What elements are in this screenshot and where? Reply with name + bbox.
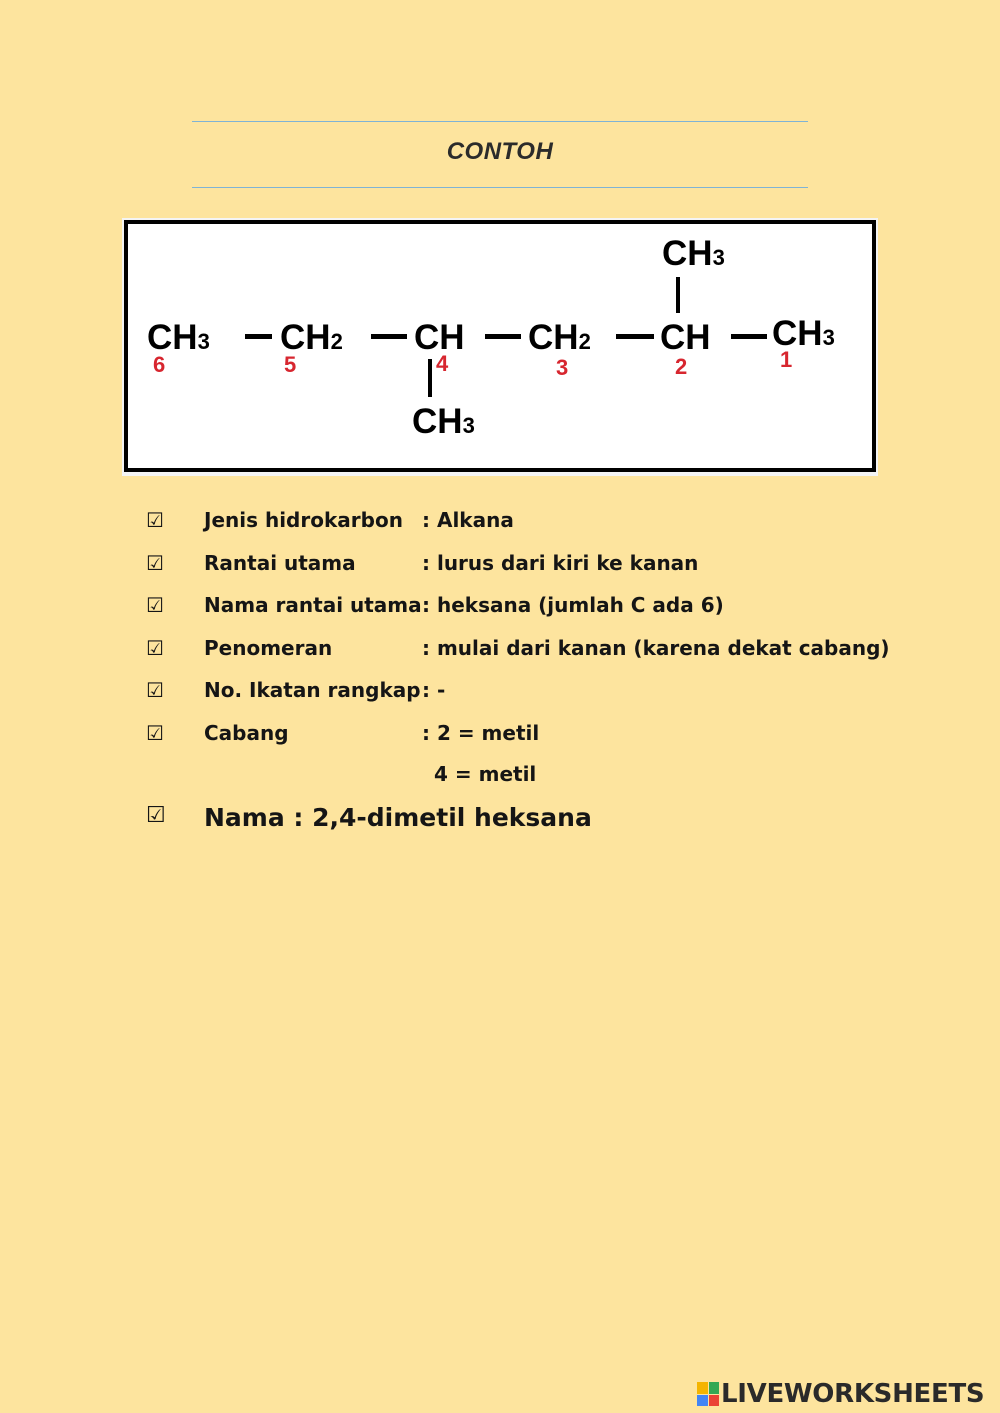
branch-methyl-top: CH3 [662, 234, 725, 273]
liveworksheets-logo-icon [697, 1382, 719, 1406]
bond-6-5 [245, 334, 272, 339]
structure-figure-frame [124, 220, 876, 472]
logo-square [709, 1395, 720, 1407]
item-label: Jenis hidrokarbon [204, 508, 403, 532]
liveworksheets-logo [697, 1379, 984, 1409]
page-title: CONTOH [446, 138, 554, 165]
item-value: : mulai dari kanan (karena dekat cabang) [422, 636, 890, 660]
branch-methyl-bottom: CH3 [412, 402, 475, 441]
checkbox-icon: ☑ [146, 721, 164, 745]
item-label: No. Ikatan rangkap [204, 678, 421, 702]
bond-branch-bottom [428, 359, 432, 397]
list-item-continuation [0, 762, 1000, 792]
item-label: Penomeran [204, 636, 333, 660]
item-label: Rantai utama [204, 551, 356, 575]
list-item [0, 636, 1000, 666]
list-item [0, 508, 1000, 538]
item-value: : 2 = metil [422, 721, 540, 745]
carbon-number-4: 4 [436, 351, 449, 376]
compound-name [0, 803, 1000, 837]
logo-square [697, 1382, 708, 1394]
bond-2-1 [731, 334, 767, 339]
logo-square [697, 1395, 708, 1407]
chain-group-c4: CH [414, 318, 465, 357]
bond-5-4 [371, 334, 407, 339]
structure-figure [122, 218, 878, 476]
liveworksheets-brand-text: LIVEWORKSHEETS [721, 1379, 985, 1409]
carbon-number-6: 6 [153, 352, 166, 377]
checkbox-icon: ☑ [146, 551, 164, 575]
carbon-number-1: 1 [780, 347, 793, 372]
item-label: Cabang [204, 721, 289, 745]
bond-4-3 [485, 334, 521, 339]
carbon-number-3: 3 [556, 355, 569, 380]
carbon-number-5: 5 [284, 352, 297, 377]
checkbox-icon: ☑ [146, 678, 164, 702]
item-value: : heksana (jumlah C ada 6) [422, 593, 724, 617]
item-value-extra: 4 = metil [434, 762, 537, 786]
chain-group-c1: CH3 [772, 314, 835, 353]
chain-group-c6: CH3 [147, 318, 210, 357]
bond-3-2 [616, 334, 654, 339]
item-value: : lurus dari kiri ke kanan [422, 551, 699, 575]
chain-group-c2: CH [660, 318, 711, 357]
list-item [0, 721, 1000, 751]
checkbox-icon: ☑ [146, 508, 164, 532]
item-label: Nama rantai utama [204, 593, 422, 617]
item-value: : Alkana [422, 508, 514, 532]
list-item [0, 678, 1000, 708]
compound-name-text: Nama : 2,4-dimetil heksana [204, 803, 592, 832]
chain-group-c3: CH2 [528, 318, 591, 357]
title-bottom-rule [192, 187, 808, 188]
bond-branch-top [676, 277, 680, 313]
checkbox-icon: ☑ [146, 593, 164, 617]
logo-square [709, 1382, 720, 1394]
title-top-rule [192, 121, 808, 122]
chain-group-c5: CH2 [280, 318, 343, 357]
list-item [0, 593, 1000, 623]
item-value: : - [422, 678, 446, 702]
checkbox-icon: ☑ [146, 803, 166, 828]
carbon-number-2: 2 [675, 354, 688, 379]
checkbox-icon: ☑ [146, 636, 164, 660]
list-item [0, 551, 1000, 581]
